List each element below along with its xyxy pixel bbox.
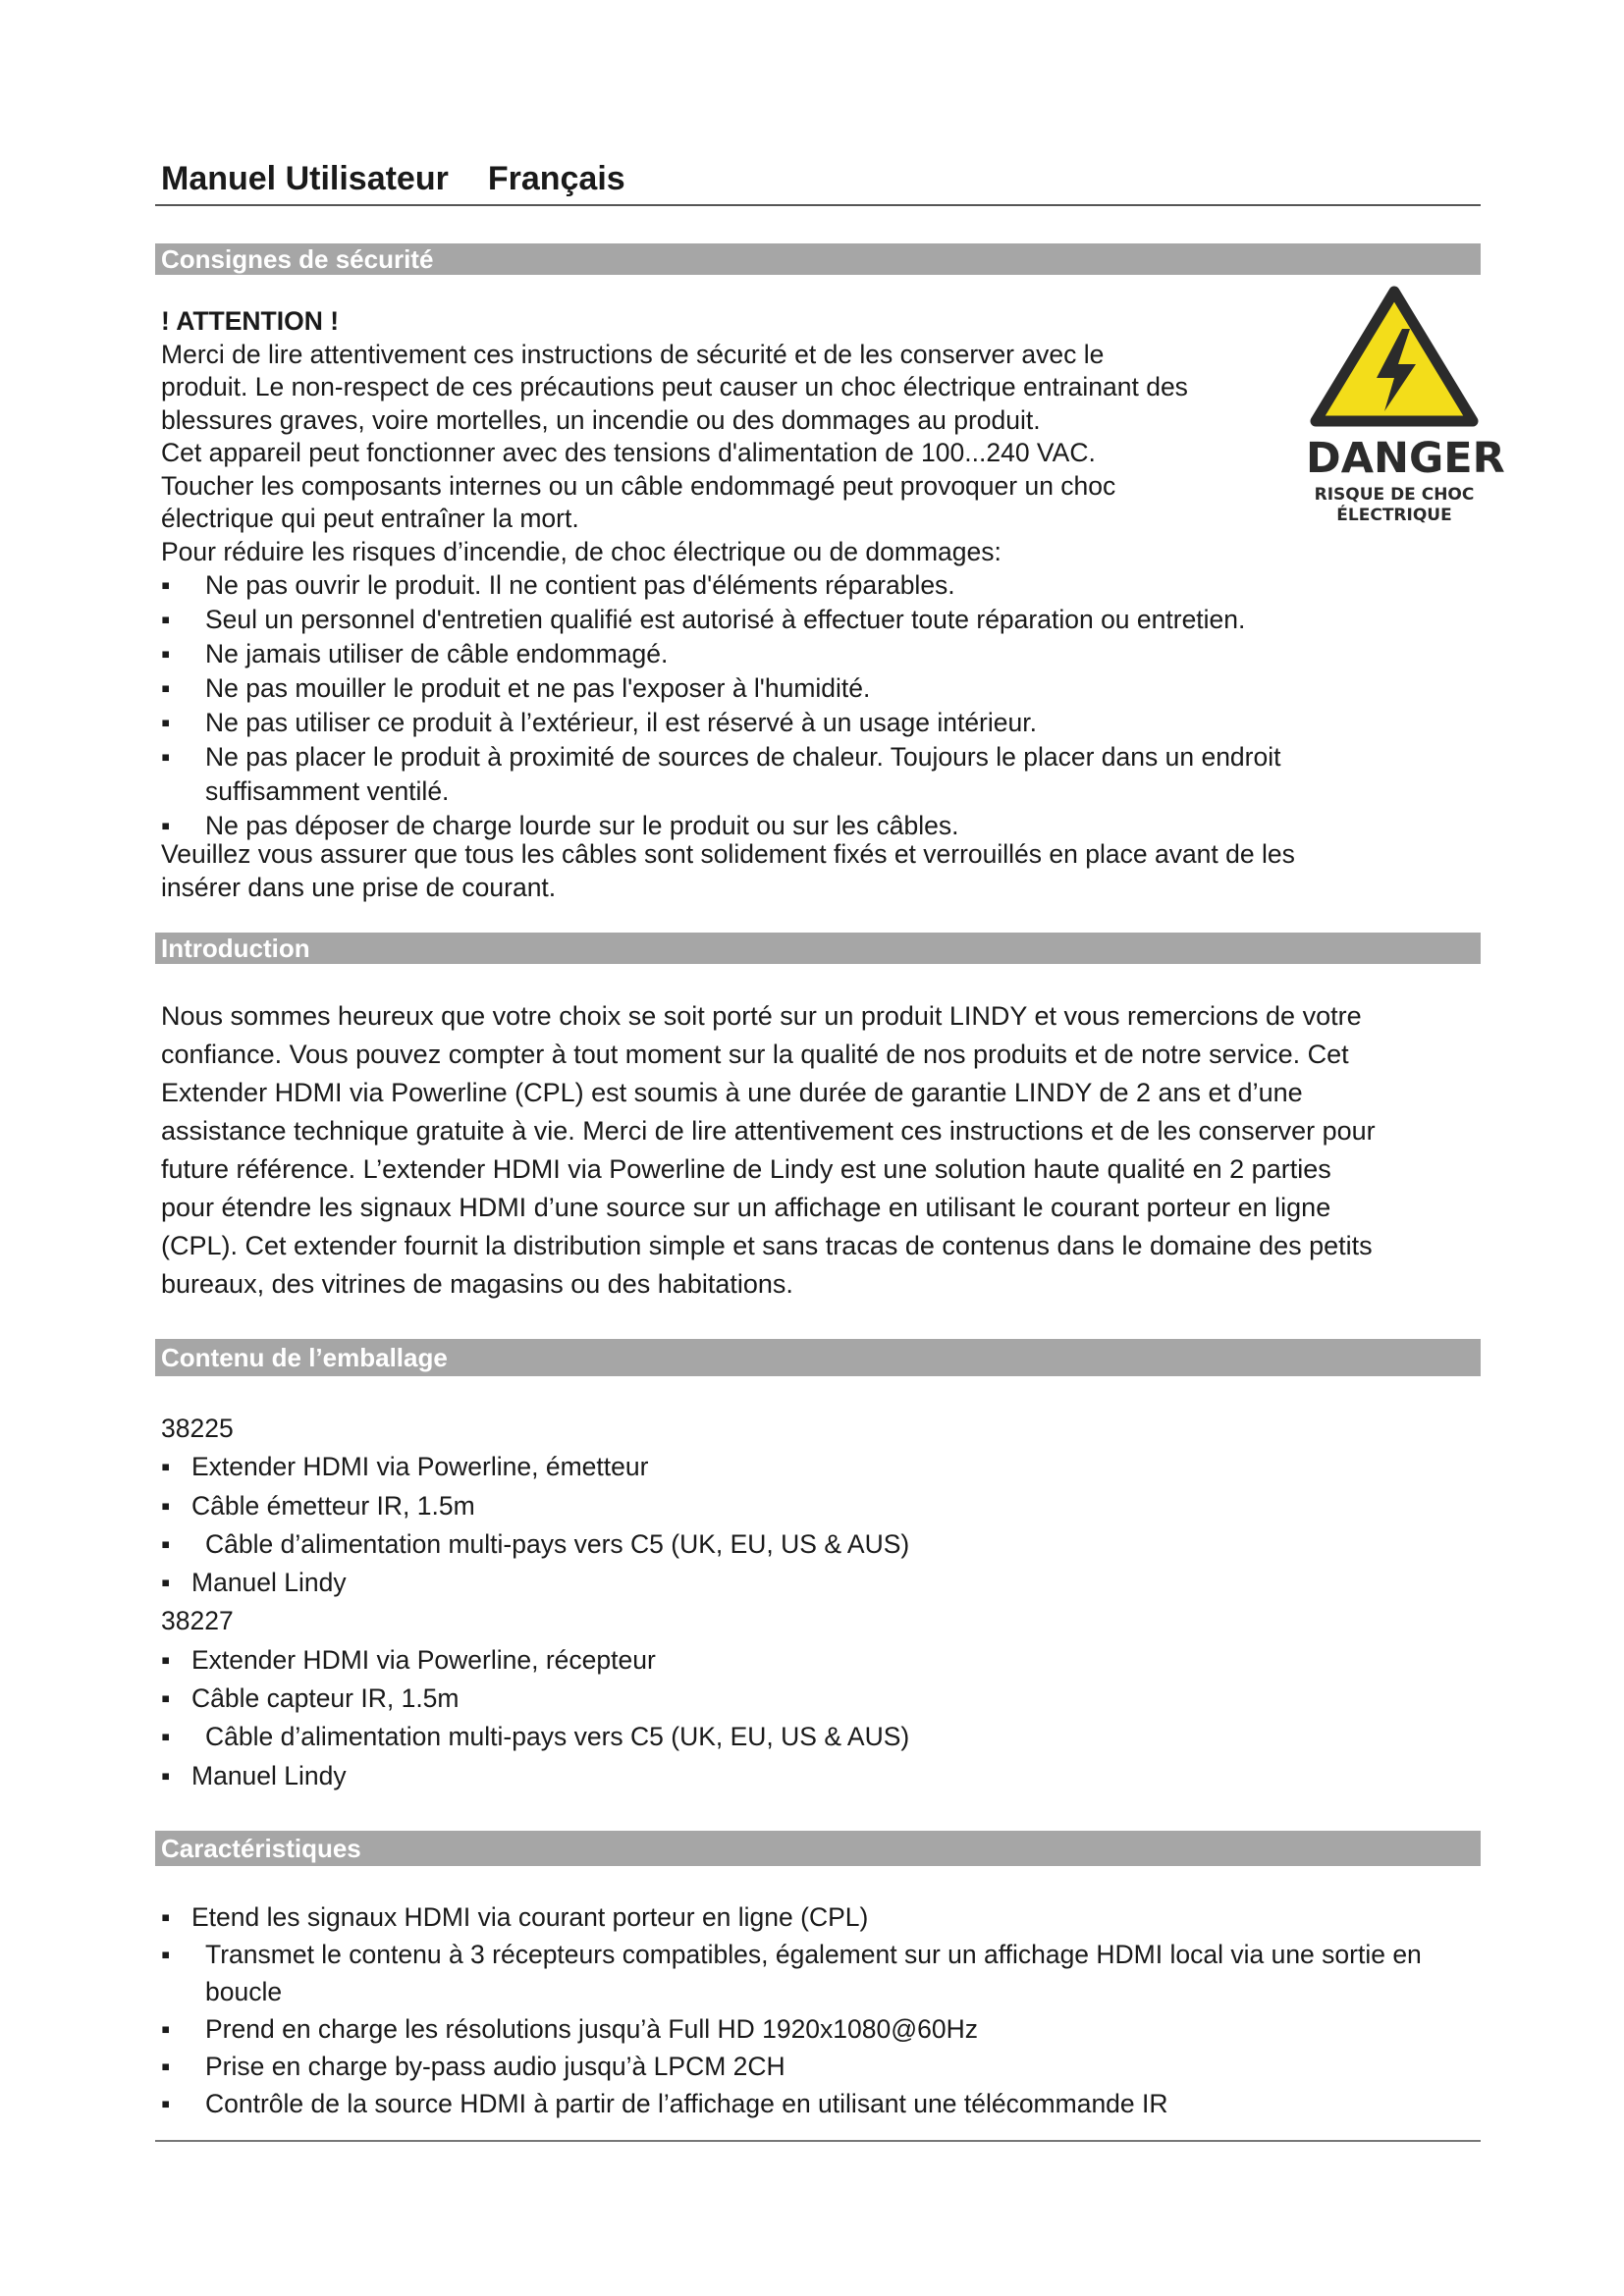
list-item: ▪ Ne pas ouvrir le produit. Il ne contient pas d'éléments réparables. — [161, 568, 1437, 603]
package-contents — [161, 1410, 1339, 1795]
intro-line: bureaux, des vitrines de magasins ou des habitations. — [161, 1269, 793, 1299]
list-item: ▪ Câble d’alimentation multi-pays vers C5 (UK, EU, US & AUS) — [161, 1718, 1339, 1756]
list-item: ▪ Ne pas mouiller le produit et ne pas l'exposer à l'humidité. — [161, 671, 1437, 706]
list-item: ▪ Ne pas déposer de charge lourde sur le produit ou sur les câbles. — [161, 809, 1437, 843]
model-number: 38225 — [161, 1414, 234, 1443]
safety-line: Merci de lire attentivement ces instructions de sécurité et de les conserver avec le — [161, 339, 1105, 369]
high-voltage-warning-icon — [1306, 282, 1483, 429]
list-item: ▪ Ne pas placer le produit à proximité de sources de chaleur. Toujours le placer dans un endroit suffisamment ventilé. — [161, 740, 1354, 809]
section-heading-package: Contenu de l’emballage — [155, 1339, 1481, 1376]
safety-bullets — [161, 568, 1437, 843]
document-title: Manuel Utilisateur — [161, 160, 449, 197]
safety-line: électrique qui peut entraîner la mort. — [161, 504, 579, 533]
intro-line: assistance technique gratuite à vie. Merci de lire attentivement ces instructions et de les conserver pour — [161, 1116, 1376, 1146]
list-item: ▪ Etend les signaux HDMI via courant porteur en ligne (CPL) — [161, 1898, 1482, 1936]
intro-line: pour étendre les signaux HDMI d’une source sur un affichage en utilisant le courant porteur en ligne — [161, 1193, 1331, 1222]
danger-word: DANGER — [1306, 434, 1505, 483]
list-item: ▪ Manuel Lindy — [161, 1564, 1339, 1602]
list-item: ▪ Ne pas utiliser ce produit à l’extérieur, il est réservé à un usage intérieur. — [161, 706, 1437, 740]
list-item: ▪ Câble capteur IR, 1.5m — [161, 1680, 1339, 1718]
model-number: 38227 — [161, 1606, 234, 1636]
introduction-text — [161, 997, 1482, 1304]
safety-line: Toucher les composants internes ou un câble endommagé peut provoquer un choc — [161, 470, 1116, 501]
intro-line: Extender HDMI via Powerline (CPL) est soumis à une durée de garantie LINDY de 2 ans et d’une — [161, 1078, 1303, 1107]
safety-closing-line: Veuillez vous assurer que tous les câbles sont solidement fixés et verrouillés en place avant de les — [161, 839, 1295, 869]
attention-heading: ! ATTENTION ! — [161, 306, 340, 336]
section-heading-introduction: Introduction — [155, 933, 1481, 964]
intro-line: (CPL). Cet extender fournit la distribution simple et sans tracas de contenus dans le domaine des petits — [161, 1231, 1373, 1260]
safety-line: blessures graves, voire mortelles, un incendie ou des dommages au produit. — [161, 404, 1041, 435]
safety-line: Pour réduire les risques d’incendie, de choc électrique ou de dommages: — [161, 536, 1001, 566]
features-list-wrap — [161, 1898, 1482, 2122]
list-item: ▪ Prend en charge les résolutions jusqu’à Full HD 1920x1080@60Hz — [161, 2010, 1482, 2048]
list-item: ▪ Prise en charge by-pass audio jusqu’à LPCM 2CH — [161, 2048, 1482, 2085]
list-item: ▪ Transmet le contenu à 3 récepteurs compatibles, également sur un affichage HDMI local via une sortie en boucle — [161, 1936, 1482, 2010]
package-list — [161, 1641, 1339, 1795]
safety-closing-line: insérer dans une prise de courant. — [161, 872, 557, 902]
intro-line: future référence. L’extender HDMI via Powerline de Lindy est une solution haute qualité en 2 parties — [161, 1154, 1331, 1184]
list-item: ▪ Extender HDMI via Powerline, récepteur — [161, 1641, 1339, 1680]
list-item: ▪ Manuel Lindy — [161, 1757, 1339, 1795]
safety-line: Cet appareil peut fonctionner avec des tensions d'alimentation de 100...240 VAC. — [161, 438, 1096, 467]
danger-sign — [1306, 282, 1505, 537]
page-title — [161, 160, 625, 198]
section-heading-safety: Consignes de sécurité — [155, 243, 1481, 275]
section-heading-features: Caractéristiques — [155, 1831, 1481, 1866]
list-item: ▪ Extender HDMI via Powerline, émetteur — [161, 1448, 1339, 1486]
features-list — [161, 1898, 1482, 1936]
safety-closing — [161, 838, 1482, 904]
title-divider — [155, 204, 1481, 206]
safety-text — [161, 305, 1290, 568]
list-item: ▪ Ne jamais utiliser de câble endommagé. — [161, 637, 1437, 671]
intro-line: Nous sommes heureux que votre choix se soit porté sur un produit LINDY et vous remercions de votre — [161, 1001, 1362, 1031]
list-item: ▪ Câble d’alimentation multi-pays vers C5 (UK, EU, US & AUS) — [161, 1525, 1339, 1564]
list-item: ▪ Seul un personnel d'entretien qualifié est autorisé à effectuer toute réparation ou entretien. — [161, 603, 1437, 637]
package-list — [161, 1448, 1339, 1602]
list-item: ▪ Contrôle de la source HDMI à partir de l’affichage en utilisant une télécommande IR — [161, 2085, 1482, 2122]
safety-line: produit. Le non-respect de ces précautions peut causer un choc électrique entrainant des — [161, 372, 1188, 401]
intro-line: confiance. Vous pouvez compter à tout moment sur la qualité de nos produits et de notre service. Cet — [161, 1040, 1349, 1069]
danger-subtitle: RISQUE DE CHOC — [1314, 485, 1475, 505]
bottom-divider — [155, 2140, 1481, 2142]
list-item: ▪ Câble émetteur IR, 1.5m — [161, 1487, 1339, 1525]
features-list — [161, 1936, 1482, 2122]
language-label: Français — [487, 160, 625, 197]
danger-subtitle: ÉLECTRIQUE — [1336, 506, 1452, 525]
